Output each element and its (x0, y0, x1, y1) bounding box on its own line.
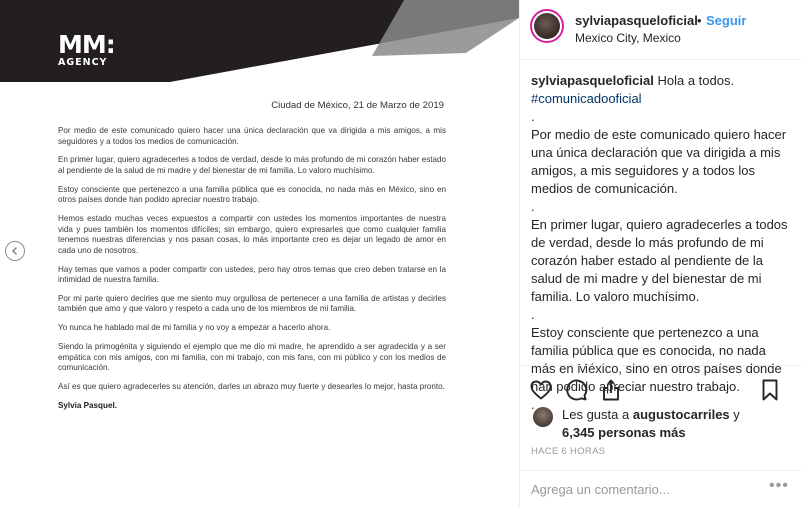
post-panel (519, 0, 800, 508)
comment-icon[interactable] (564, 378, 588, 402)
letter-paragraph: Estoy consciente que pertenezco a una familia pública que es conocida, no nada más en México, sino en otros países donde han podido apreciar nuestro trabajo. (58, 184, 446, 205)
caption-paragraph: En primer lugar, quiero agradecerles a todos de verdad, desde lo más profundo de mi corazón haber estado al pendiente de la salud de mi madre y del bienestar de mi familia. Lo valoro muchísimo. (531, 217, 788, 304)
letter-paragraph: Yo nunca he hablado mal de mi familia y no voy a empezar a hacerlo ahora. (58, 323, 331, 333)
avatar[interactable] (530, 9, 564, 43)
letter-paragraph: En primer lugar, quiero agradecerles a todos de verdad, desde lo más profundo de mi corazón haber estado al pendiente de la salud de mi madre y del bienestar de mi familia. Lo valoro muchísimo. (58, 155, 446, 175)
letter-paragraph: Hemos estado muchas veces expuestos a compartir con ustedes los momentos importantes de nuestra vida y pues también los momentos difíciles; sin embargo, quiero expresarles que como cualquier familia tenemos nuestras diferencias y nos pasan cosas, lo más importante creo es dejar un legado de amor en cada uno de nosotros. (58, 214, 446, 255)
letter-paragraph: Así es que quiero agradecerles su atención, darles un abrazo muy fuerte y desearles lo mejor, hasta pronto. (58, 382, 445, 392)
likes-text (562, 406, 740, 442)
letter-body (58, 126, 446, 420)
caption-dot: . (531, 199, 535, 214)
letter-date: Ciudad de México, 21 de Marzo de 2019 (271, 100, 444, 111)
share-icon[interactable] (599, 378, 623, 402)
likes-row (531, 404, 793, 440)
post-timestamp[interactable]: HACE 6 HORAS (531, 446, 606, 457)
caption-dot: . (531, 109, 535, 124)
caption-dot: . (531, 307, 535, 322)
letter-signature: Sylvia Pasquel. (58, 401, 117, 411)
letter-paragraph: Hay temas que vamos a poder compartir con ustedes, pero hay otros temas que creo deben tratarse en la intimidad de nuestra familia. (58, 264, 446, 285)
post-caption (531, 72, 793, 412)
caption-dot: . (531, 397, 535, 412)
bookmark-icon[interactable] (758, 378, 782, 402)
caption-paragraph: Estoy consciente que pertenezco a una familia pública que es conocida, no nada más en México, sino en otros países donde han podido apreciar nuestro trabajo. (531, 325, 782, 394)
letter-paragraph: Por medio de este comunicado quiero hacer una única declaración que va dirigida a mis amigos, a mis seguidores y a todos los medios de comunicación. (58, 126, 446, 146)
location-link[interactable]: Mexico City, Mexico (575, 31, 681, 45)
caption-hashtag[interactable]: #comunicadooficial (531, 91, 642, 106)
heart-icon[interactable] (529, 378, 553, 402)
liker-username[interactable]: augustocarriles (632, 407, 730, 422)
caption-paragraph: Por medio de este comunicado quiero hacer una única declaración que va dirigida a mis amigos, a mis seguidores y a todos los medios de comunicación. (531, 127, 787, 196)
liker-avatar[interactable] (533, 407, 553, 427)
header-username[interactable]: sylviapasqueloficial (575, 13, 698, 28)
comment-input[interactable] (531, 479, 761, 499)
post-header (520, 0, 801, 60)
likes-count[interactable]: 6,345 personas más (562, 425, 686, 440)
letter-paragraph: Por mi parte quiero decirles que me siento muy orgullosa de pertenecer a una familia de artistas y decirles también que amo y que valoro y respeto a cada uno de los miembros de mi familia. (58, 293, 446, 314)
logo-mm: MM: (58, 30, 115, 59)
comment-bar (520, 470, 801, 508)
carousel-prev-button[interactable] (5, 241, 25, 261)
follow-button[interactable]: Seguir (706, 13, 747, 28)
likes-joiner: y (733, 407, 740, 422)
likes-prefix: Les gusta a (562, 407, 630, 422)
logo-agency: AGENCY (58, 57, 108, 68)
caption-greeting: Hola a todos. (657, 73, 735, 88)
chevron-left-icon (10, 246, 20, 256)
agency-logo (58, 32, 115, 68)
caption-username[interactable]: sylviapasqueloficial (531, 73, 654, 88)
more-options-icon[interactable]: ••• (769, 477, 789, 494)
letter-paragraph: Siendo la primogénita y siguiendo el ejemplo que me dio mi madre, he aprendido a ser agradecida y a ser empática con mis amigos, con mi familia, con mi trabajo, con mis fans, con mi público y con los medios de comunicación. (58, 342, 446, 373)
header-separator: • (697, 13, 702, 28)
